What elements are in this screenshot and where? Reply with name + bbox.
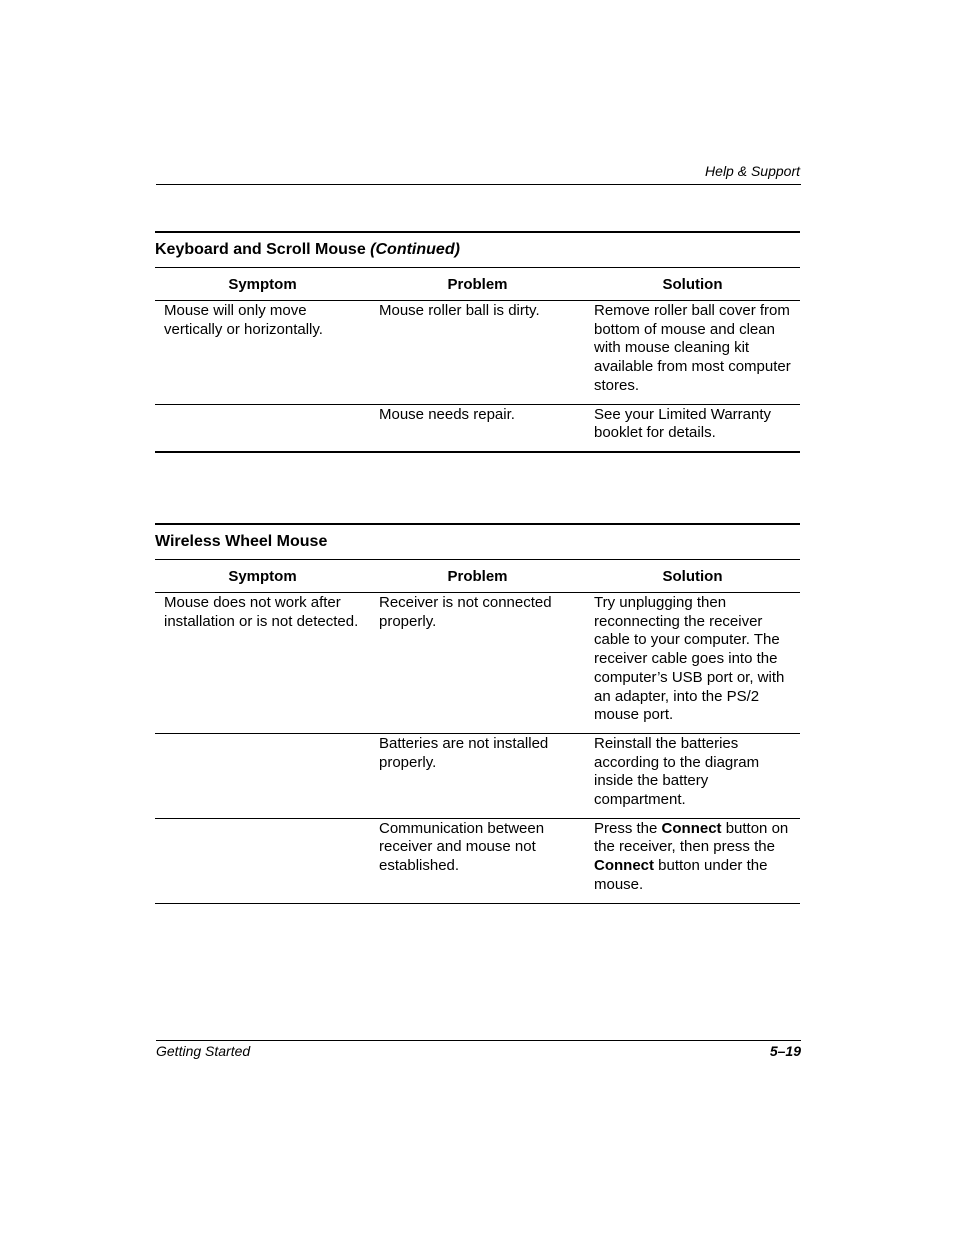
column-header-solution: Solution — [585, 560, 800, 593]
column-header-problem: Problem — [370, 268, 585, 301]
solution-text: Press the — [594, 819, 662, 837]
table-row — [155, 593, 800, 734]
column-header-symptom: Symptom — [155, 560, 370, 593]
section-title — [155, 231, 800, 267]
problem-cell: Mouse roller ball is dirty. — [370, 301, 585, 405]
solution-cell: See your Limited Warranty booklet for details. — [585, 404, 800, 452]
symptom-cell: Mouse does not work after installation or is not detected. — [155, 593, 370, 734]
footer-rule — [156, 1040, 801, 1041]
problem-cell: Communication between receiver and mouse not established. — [370, 818, 585, 903]
symptom-cell — [155, 818, 370, 903]
column-header-problem: Problem — [370, 560, 585, 593]
symptom-cell: Mouse will only move vertically or horizontally. — [155, 301, 370, 405]
connect-button-label: Connect — [661, 819, 722, 837]
solution-cell: Remove roller ball cover from bottom of mouse and clean with mouse cleaning kit available from most computer stores. — [585, 301, 800, 405]
section-title-text: Keyboard and Scroll Mouse — [155, 241, 366, 258]
solution-text: button under the mouse. — [594, 857, 768, 893]
keyboard-scroll-mouse-section — [155, 231, 800, 453]
symptom-cell — [155, 404, 370, 452]
table-row — [155, 301, 800, 405]
column-header-solution: Solution — [585, 268, 800, 301]
problem-cell: Receiver is not connected properly. — [370, 593, 585, 734]
running-header: Help & Support — [705, 163, 800, 179]
solution-cell — [585, 818, 800, 903]
symptom-cell — [155, 733, 370, 818]
section-title-suffix: (Continued) — [370, 241, 460, 258]
page-number: 5–19 — [769, 1043, 801, 1059]
problem-cell: Batteries are not installed properly. — [370, 733, 585, 818]
solution-cell: Reinstall the batteries according to the diagram inside the battery compartment. — [585, 733, 800, 818]
table-row — [155, 818, 800, 903]
wireless-wheel-mouse-section — [155, 523, 800, 904]
table-header-row — [155, 560, 800, 593]
footer-document-title: Getting Started — [156, 1043, 251, 1059]
table-row — [155, 733, 800, 818]
header-rule — [156, 184, 801, 185]
solution-cell: Try unplugging then reconnecting the receiver cable to your computer. The receiver cable goes into the computer’s USB port or, with an adapter, into the PS/2 mouse port. — [585, 593, 800, 734]
problem-cell: Mouse needs repair. — [370, 404, 585, 452]
solution-text: button on the receiver, then press the — [594, 819, 789, 856]
connect-button-label: Connect — [594, 857, 654, 875]
section-title-text: Wireless Wheel Mouse — [155, 533, 328, 550]
table-row — [155, 404, 800, 452]
section-title — [155, 523, 800, 559]
table-header-row — [155, 268, 800, 301]
column-header-symptom: Symptom — [155, 268, 370, 301]
troubleshooting-table — [155, 267, 800, 453]
troubleshooting-table — [155, 559, 800, 904]
